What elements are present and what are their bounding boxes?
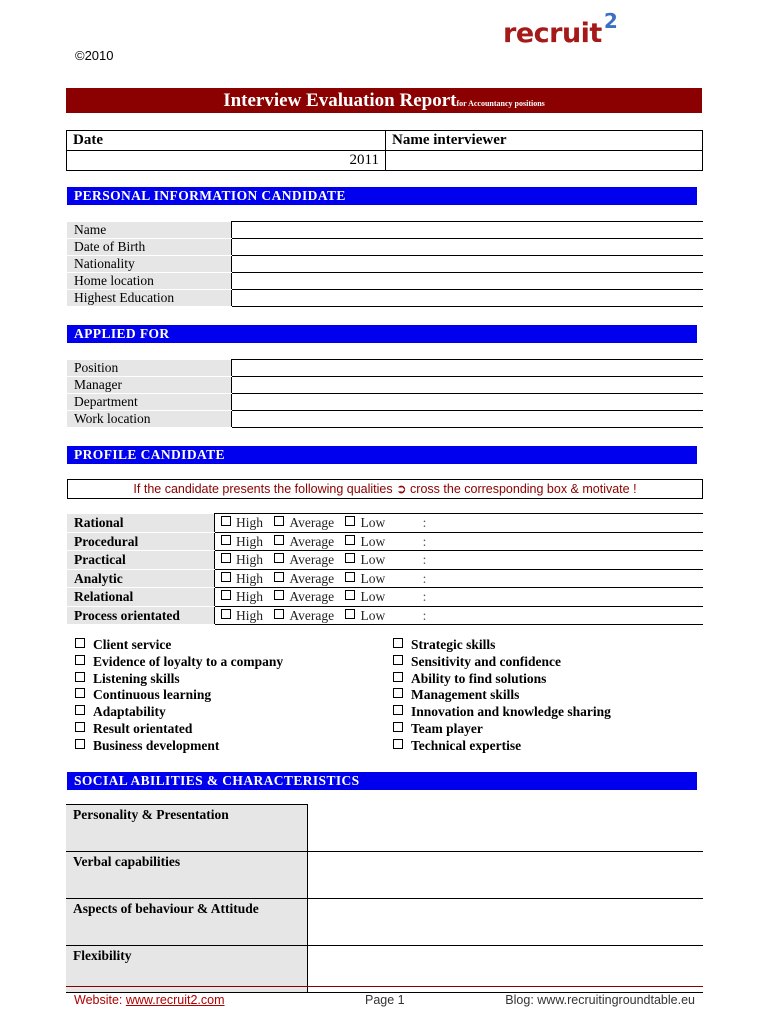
skill-checkbox[interactable]: Evidence of loyalty to a company	[75, 654, 283, 671]
footer-blog: Blog: www.recruitingroundtable.eu	[505, 993, 695, 1007]
name-field[interactable]	[232, 222, 704, 239]
work-location-field[interactable]	[232, 411, 704, 428]
skill-checkbox[interactable]: Innovation and knowledge sharing	[393, 704, 611, 721]
section-applied-for: APPLIED FOR	[67, 325, 697, 343]
field-label: Work location	[67, 411, 232, 428]
field-label: Highest Education	[67, 290, 232, 307]
relational-average-checkbox[interactable]: Average	[274, 588, 334, 605]
skill-checkbox[interactable]: Adaptability	[75, 704, 283, 721]
profile-rating-table	[67, 513, 703, 625]
rational-average-checkbox[interactable]: Average	[274, 514, 334, 531]
logo-superscript: 2	[603, 9, 618, 33]
table-row	[67, 551, 703, 570]
report-title-bar	[66, 88, 702, 113]
skill-checkbox[interactable]: Management skills	[393, 687, 611, 704]
field-label: Aspects of behaviour & Attitude	[66, 899, 308, 946]
arrow-icon: ➲	[396, 482, 407, 496]
motivation-field[interactable]: :	[422, 589, 427, 605]
verbal-capabilities-field[interactable]	[308, 852, 704, 899]
department-field[interactable]	[232, 394, 704, 411]
manager-field[interactable]	[232, 377, 704, 394]
quality-label: Analytic	[67, 569, 215, 588]
practical-low-checkbox[interactable]: Low	[345, 551, 385, 568]
quality-label: Process orientated	[67, 606, 215, 625]
table-row	[67, 256, 703, 273]
analytic-low-checkbox[interactable]: Low	[345, 570, 385, 587]
field-label: Flexibility	[66, 946, 308, 993]
report-title: Interview Evaluation Report	[223, 90, 457, 111]
date-field[interactable]: 2011	[67, 151, 386, 171]
checkbox-icon	[221, 535, 231, 545]
checkbox-icon	[393, 672, 403, 682]
checkbox-icon	[393, 705, 403, 715]
checkbox-icon	[393, 655, 403, 665]
relational-high-checkbox[interactable]: High	[221, 588, 263, 605]
checkbox-icon	[221, 516, 231, 526]
skill-checkbox[interactable]: Business development	[75, 738, 283, 755]
copyright: ©2010	[75, 48, 114, 63]
checkbox-icon	[393, 688, 403, 698]
table-row	[67, 588, 703, 607]
website-link[interactable]: www.recruit2.com	[125, 993, 225, 1007]
logo-word: recruit	[503, 18, 602, 49]
checkbox-icon	[274, 535, 284, 545]
motivation-field[interactable]: :	[422, 552, 427, 568]
skills-column-right	[393, 637, 611, 755]
checkbox-icon	[75, 722, 85, 732]
qualities-instruction	[67, 479, 703, 499]
checkbox-icon	[393, 739, 403, 749]
checkbox-icon	[221, 553, 231, 563]
checkbox-icon	[75, 739, 85, 749]
home-location-field[interactable]	[232, 273, 704, 290]
position-field[interactable]	[232, 360, 704, 377]
interviewer-label: Name interviewer	[386, 131, 703, 151]
table-row	[66, 899, 703, 946]
section-personal-info: PERSONAL INFORMATION CANDIDATE	[67, 187, 697, 205]
skill-checkbox[interactable]: Listening skills	[75, 671, 283, 688]
page-footer	[66, 986, 703, 1015]
skill-checkbox[interactable]: Continuous learning	[75, 687, 283, 704]
motivation-field[interactable]: :	[422, 607, 427, 623]
personality-field[interactable]	[308, 805, 704, 852]
checkbox-icon	[221, 590, 231, 600]
motivation-field[interactable]: :	[422, 515, 427, 531]
interviewer-field[interactable]	[386, 151, 703, 171]
motivation-field[interactable]: :	[422, 570, 427, 586]
recruit2-logo	[503, 9, 618, 58]
table-row	[66, 805, 703, 852]
checkbox-icon	[274, 516, 284, 526]
report-subtitle: for Accountancy positions	[456, 99, 545, 108]
table-row	[67, 290, 703, 307]
practical-high-checkbox[interactable]: High	[221, 551, 263, 568]
quality-label: Rational	[67, 514, 215, 533]
skill-checkbox[interactable]: Team player	[393, 721, 611, 738]
motivation-field[interactable]: :	[422, 533, 427, 549]
table-row	[67, 222, 703, 239]
table-row	[66, 852, 703, 899]
table-row	[67, 569, 703, 588]
skill-checkbox[interactable]: Result orientated	[75, 721, 283, 738]
procedural-low-checkbox[interactable]: Low	[345, 533, 385, 550]
analytic-high-checkbox[interactable]: High	[221, 570, 263, 587]
table-row	[67, 606, 703, 625]
checkbox-icon	[345, 609, 355, 619]
rational-low-checkbox[interactable]: Low	[345, 514, 385, 531]
field-label: Manager	[67, 377, 232, 394]
checkbox-icon	[274, 609, 284, 619]
instruction-text-start: If the candidate presents the following qualities	[133, 482, 397, 496]
table-row	[67, 377, 703, 394]
skills-column-left	[75, 637, 283, 755]
field-label: Position	[67, 360, 232, 377]
date-label: Date	[67, 131, 386, 151]
checkbox-icon	[274, 572, 284, 582]
behaviour-attitude-field[interactable]	[308, 899, 704, 946]
quality-label: Practical	[67, 551, 215, 570]
section-social-abilities: SOCIAL ABILITIES & CHARACTERISTICS	[67, 772, 697, 790]
checkbox-icon	[75, 638, 85, 648]
checkbox-icon	[345, 516, 355, 526]
procedural-average-checkbox[interactable]: Average	[274, 533, 334, 550]
field-label: Personality & Presentation	[66, 805, 308, 852]
table-row	[67, 532, 703, 551]
relational-low-checkbox[interactable]: Low	[345, 588, 385, 605]
skill-checkbox[interactable]: Client service	[75, 637, 283, 654]
process-orientated-low-checkbox[interactable]: Low	[345, 607, 385, 624]
nationality-field[interactable]	[232, 256, 704, 273]
footer-website: Website: www.recruit2.com	[74, 993, 225, 1007]
applied-for-table	[67, 359, 703, 428]
checkbox-icon	[221, 609, 231, 619]
skill-checkbox[interactable]: Sensitivity and confidence	[393, 654, 611, 671]
field-label: Name	[67, 222, 232, 239]
date-of-birth-field[interactable]	[232, 239, 704, 256]
table-row	[67, 394, 703, 411]
checkbox-icon	[75, 688, 85, 698]
instruction-text-end: cross the corresponding box & motivate !	[406, 482, 637, 496]
skill-checkbox[interactable]: Technical expertise	[393, 738, 611, 755]
rational-high-checkbox[interactable]: High	[221, 514, 263, 531]
process-orientated-high-checkbox[interactable]: High	[221, 607, 263, 624]
checkbox-icon	[345, 535, 355, 545]
personal-info-table	[67, 221, 703, 307]
highest-education-field[interactable]	[232, 290, 704, 307]
process-orientated-average-checkbox[interactable]: Average	[274, 607, 334, 624]
table-row	[67, 411, 703, 428]
field-label: Home location	[67, 273, 232, 290]
field-label: Department	[67, 394, 232, 411]
table-row	[67, 360, 703, 377]
checkbox-icon	[75, 705, 85, 715]
quality-label: Relational	[67, 588, 215, 607]
checkbox-icon	[274, 553, 284, 563]
field-label: Verbal capabilities	[66, 852, 308, 899]
social-abilities-table	[66, 804, 703, 993]
skill-checkbox[interactable]: Strategic skills	[393, 637, 611, 654]
checkbox-icon	[345, 572, 355, 582]
checkbox-icon	[274, 590, 284, 600]
date-interviewer-table	[66, 130, 703, 171]
table-row	[67, 273, 703, 290]
checkbox-icon	[75, 672, 85, 682]
checkbox-icon	[221, 572, 231, 582]
checkbox-icon	[345, 553, 355, 563]
analytic-average-checkbox[interactable]: Average	[274, 570, 334, 587]
table-row	[67, 239, 703, 256]
procedural-high-checkbox[interactable]: High	[221, 533, 263, 550]
section-profile-candidate: PROFILE CANDIDATE	[67, 446, 697, 464]
checkbox-icon	[75, 655, 85, 665]
field-label: Nationality	[67, 256, 232, 273]
practical-average-checkbox[interactable]: Average	[274, 551, 334, 568]
checkbox-icon	[393, 638, 403, 648]
table-row	[67, 514, 703, 533]
checkbox-icon	[393, 722, 403, 732]
quality-label: Procedural	[67, 532, 215, 551]
page-number: Page 1	[365, 993, 405, 1007]
skill-checkbox[interactable]: Ability to find solutions	[393, 671, 611, 688]
checkbox-icon	[345, 590, 355, 600]
field-label: Date of Birth	[67, 239, 232, 256]
